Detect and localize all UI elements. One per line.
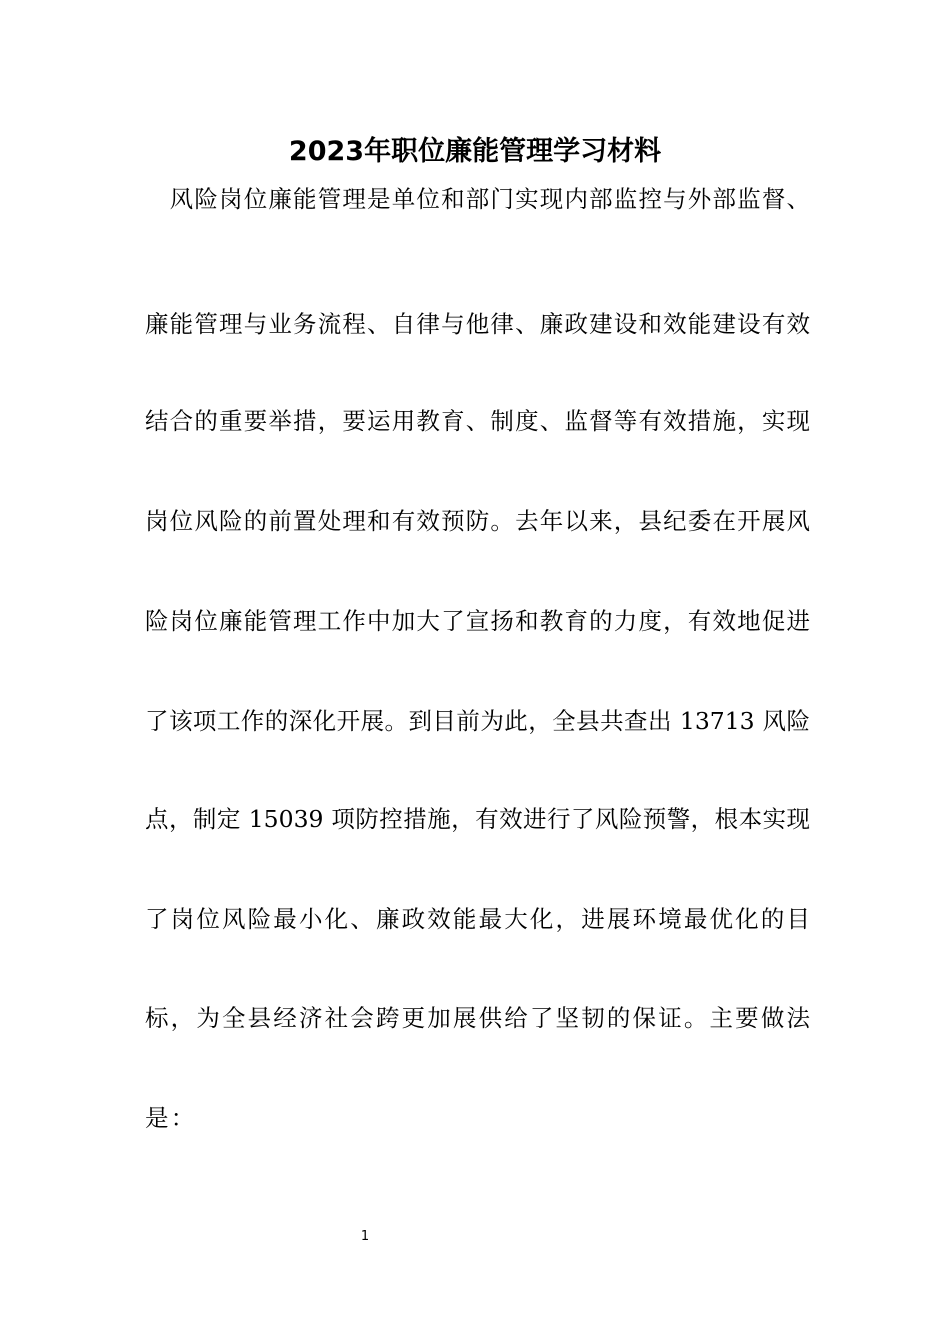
paragraph-line: 点，制定 15039 项防控措施，有效进行了风险预警，根本实现	[145, 805, 810, 833]
paragraph-line: 风险岗位廉能管理是单位和部门实现内部监控与外部监督、	[145, 185, 810, 213]
paragraph-line: 标，为全县经济社会跨更加展供给了坚韧的保证。主要做法	[145, 1004, 810, 1032]
paragraph-line: 了该项工作的深化开展。到目前为此，全县共查出 13713 风险	[145, 707, 810, 735]
paragraph-line: 险岗位廉能管理工作中加大了宣扬和教育的力度，有效地促进	[145, 607, 810, 635]
page-number: 1	[360, 1229, 370, 1244]
paragraph-line: 是：	[145, 1104, 197, 1132]
paragraph-line: 了岗位风险最小化、廉政效能最大化，进展环境最优化的目	[145, 905, 810, 933]
paragraph-line: 廉能管理与业务流程、自律与他律、廉政建设和效能建设有效	[145, 310, 810, 338]
document-title: 2023年职位廉能管理学习材料	[288, 136, 662, 167]
paragraph-line: 岗位风险的前置处理和有效预防。去年以来，县纪委在开展风	[145, 507, 810, 535]
paragraph-line: 结合的重要举措，要运用教育、制度、监督等有效措施，实现	[145, 407, 810, 435]
